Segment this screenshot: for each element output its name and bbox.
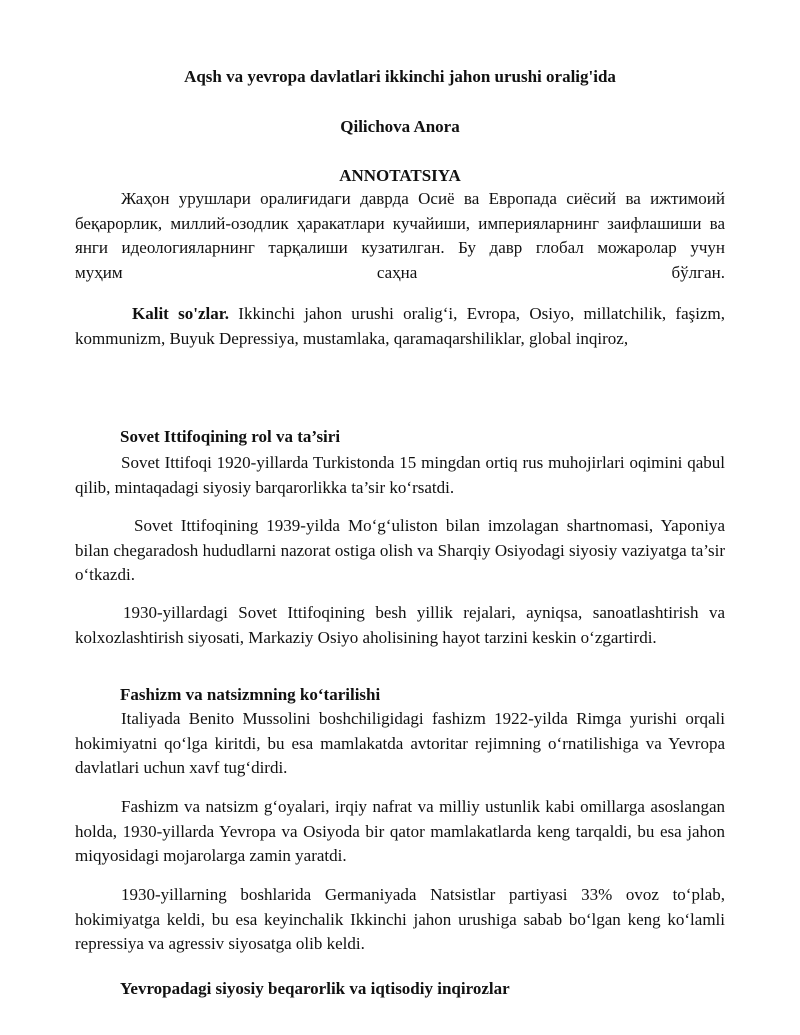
annotation-word: муҳим [75,263,123,282]
document-title: Aqsh va yevropa davlatlari ikkinchi jahon urushi oralig'ida [184,67,616,86]
annotation-heading: ANNOTATSIYA [339,166,461,185]
annotation-word: саҳна [376,263,418,282]
section-heading: Yevropadagi siyosiy beqarorlik va iqtisodiy inqirozlar [120,979,510,998]
body-paragraph: 1930-yillarning boshlarida Germaniyada Natsistlar partiyasi 33% ovoz to‘plab, hokimiyatga keldi, bu esa keyinchalik Ikkinchi jahon urushiga sabab bo‘lgan keng ko‘lamli repressiya va agressiv siyosatga olib keldi. [75,885,725,953]
section-heading: Fashizm va natsizmning ko‘tarilishi [120,685,381,704]
keywords-text: Ikkinchi jahon urushi oralig‘i, Evropa, Osiyo, millatchilik, faşizm, kommunizm, Buyuk Depressiya, mustamlaka, qaramaqarshiliklar, global inqiroz, [75,304,725,348]
body-paragraph: Sovet Ittifoqi 1920-yillarda Turkistonda 15 mingdan ortiq rus muhojirlari oqimini qabul qilib, mintaqadagi siyosiy barqarorlikka ta’sir ko‘rsatdi. [75,453,725,497]
section-heading: Sovet Ittifoqining rol va ta’siri [120,427,341,446]
annotation-text: Жаҳон урушлари оралиғидаги даврда Осиё ва Европада сиёсий ва ижтимоий беқарорлик, миллий-озодлик ҳаракатлари кучайиши, империяларнинг заифлашиши ва янги идеологияларнинг тарқалиши кузатилган. Бу давр глобал можаролар учун [75,189,725,257]
body-paragraph: Fashizm va natsizm g‘oyalari, irqiy nafrat va milliy ustunlik kabi omillarga asoslangan holda, 1930-yillarda Yevropa va Osiyoda bir qator mamlakatlarda keng tarqaldi, bu esa jahon miqyosidagi mojarolarga zamin yaratdi. [75,797,725,865]
body-paragraph: Sovet Ittifoqining 1939-yilda Mo‘g‘uliston bilan imzolagan shartnomasi, Yaponiya bilan chegaradosh hududlarni nazorat ostiga olish va Sharqiy Osiyodagi siyosiy vaziyatga ta’sir o‘tkazdi. [75,516,725,584]
keywords-label: Kalit so'zlar. [132,304,229,323]
body-paragraph: Italiyada Benito Mussolini boshchiligidagi fashizm 1922-yilda Rimga yurishi orqali hokimiyatni qo‘lga kiritdi, bu esa mamlakatda avtoritar rejimning o‘rnatilishiga va Yevropa davlatlari uchun xavf tug‘dirdi. [75,709,725,777]
body-paragraph: 1930-yillardagi Sovet Ittifoqining besh yillik rejalari, ayniqsa, sanoatlashtirish va kolxozlashtirish siyosati, Markaziy Osiyo aholisining hayot tarzini keskin o‘zgartirdi. [75,603,725,647]
keywords-paragraph [75,302,725,351]
annotation-word: бўлган. [671,263,725,282]
author-name: Qilichova Anora [340,117,460,136]
annotation-last-line [75,261,725,286]
annotation-paragraph [75,187,725,261]
